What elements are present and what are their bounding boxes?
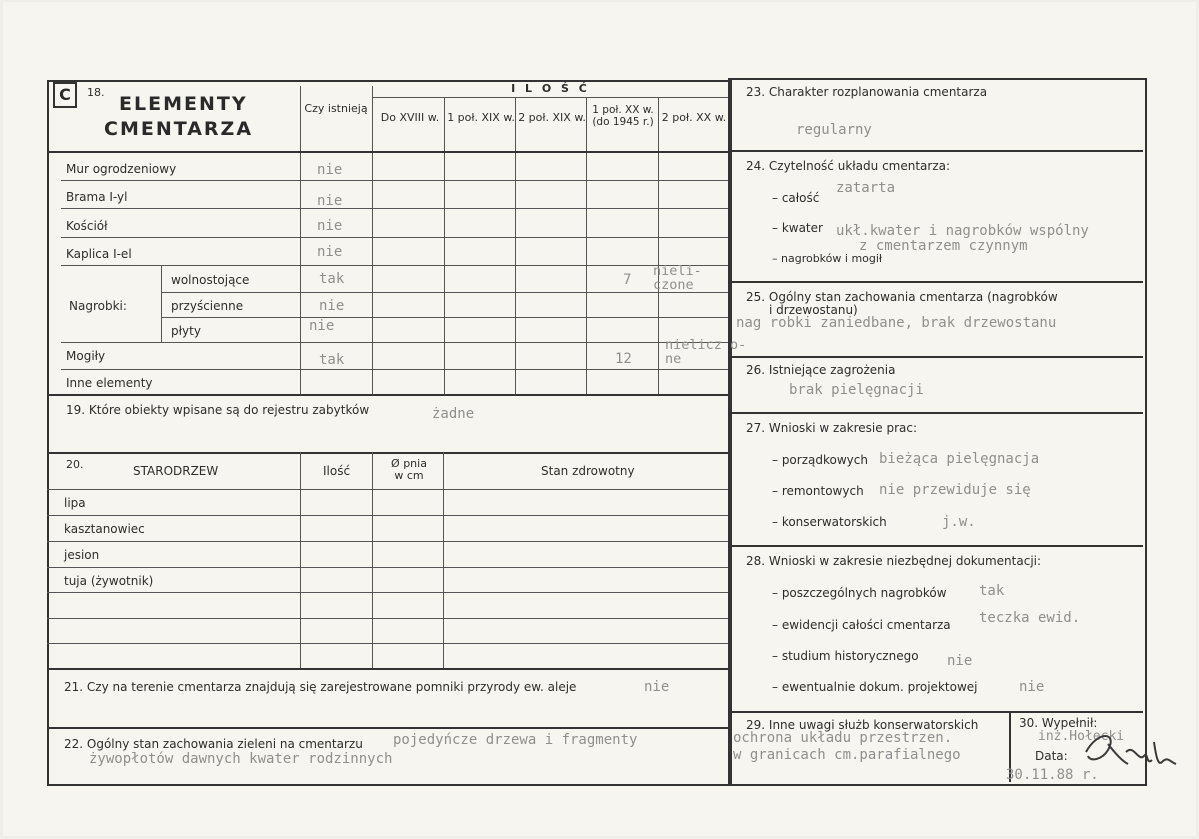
s26-label: 26. Istniejące zagrożenia [746,363,896,377]
row-exists-mur: nie [317,162,343,178]
mogily-label: Mogiły [66,349,106,363]
s18-title-line2: CMENTARZA [104,118,254,140]
s27-item2-value: nie przewiduje się [879,482,1031,498]
row-label-mur: Mur ogrodzeniowy [66,162,177,176]
record-card [3,2,1196,836]
tree-tuja: tuja (żywotnik) [64,574,154,588]
tree-jesion: jesion [64,548,100,562]
period-header-1: Do XVIII w. [380,111,440,124]
row-exists-kaplica: nie [317,244,343,260]
s27-item2-label: – remontowych [772,484,864,498]
s28-item2-value: teczka ewid. [979,610,1081,626]
form-code-box: C [53,82,77,108]
s26-value: brak pielęgnacji [789,382,924,398]
s20-number: 20. [66,458,84,471]
s25-label-line1: 25. Ogólny stan zachowania cmentarza (nagrobków [746,290,1058,304]
s29-label: 29. Inne uwagi służb konserwatorskich [746,718,979,732]
s24-label: 24. Czytelność układu cmentarza: [746,159,951,173]
period-header-5: 2 poł. XX w. [661,111,727,124]
s28-item1-label: – poszczególnych nagrobków [772,586,947,600]
inne-elementy-label: Inne elementy [66,376,153,390]
s29-value-line1: ochrona układu przestrzen. [733,730,953,746]
s18-number: 18. [87,86,105,99]
mogily-count: 12 [615,351,632,367]
s24-kwater-value-line1: ukł.kwater i nagrobków wspólny [836,223,1089,239]
mogily-note: nielicz o- ne [665,337,747,367]
s18-title-line1: ELEMENTY [119,93,248,115]
mogily-exists: tak [319,352,345,368]
s28-item3-value: nie [947,653,973,669]
s28-item2-label: – ewidencji całości cmentarza [772,618,951,632]
s21-value: nie [644,679,670,695]
row-label-kaplica: Kaplica I-el [66,247,132,261]
s24-kwater-value-line2: z cmentarzem czynnym [859,238,1028,254]
s30-date-label: Data: [1035,749,1068,763]
s20-diameter-header: Ø pnia w cm [391,457,427,482]
s24-nagrobkow-label: – nagrobków i mogił [772,252,883,265]
s24-calosc-label: – całość [772,191,820,205]
s30-date-value: 30.11.88 r. [1006,767,1099,783]
s18-exists-header: Czy istnieją [304,102,368,115]
row-label-brama: Brama I-yl [66,190,128,204]
s27-item1-label: – porządkowych [772,453,868,467]
s23-value: regularny [796,122,872,138]
s22-value-line1: pojedyńcze drzewa i fragmenty [393,732,638,748]
s23-label: 23. Charakter rozplanowania cmentarza [746,85,988,99]
nagrobki-label: Nagrobki: [69,299,127,313]
nagrobki-przyscienne-exists: nie [319,298,345,314]
s25-label-line2: i drzewostanu) [769,303,858,317]
s27-item3-label: – konserwatorskich [772,515,887,529]
s18-quantity-header: I L O Ś Ć [511,82,590,95]
s29-value-line2: w granicach cm.parafialnego [733,747,961,763]
s28-item3-label: – studium historycznego [772,649,919,663]
signature [1078,722,1188,782]
s20-title: STARODRZEW [133,464,219,478]
s22-label: 22. Ogólny stan zachowania zieleni na cmentarzu [64,737,363,751]
nagrobki-plyty-exists: nie [309,318,335,334]
nagrobki-wolnostojace-note: nieli- czone [653,263,702,293]
s27-item1-value: bieżąca pielęgnacja [879,451,1040,467]
nagrobki-przyscienne-label: przyścienne [171,299,244,313]
s20-health-header: Stan zdrowotny [541,464,635,478]
s28-item4-label: – ewentualnie dokum. projektowej [772,680,978,694]
s30-label: 30. Wypełnił: [1019,716,1098,730]
s25-value: nag robki zaniedbane, brak drzewostanu [736,315,1057,331]
tree-lipa: lipa [64,496,86,510]
s20-ilosc-header: Ilość [323,464,351,478]
s19-label: 19. Które obiekty wpisane są do rejestru zabytków [66,403,370,417]
nagrobki-plyty-label: płyty [171,324,201,338]
tree-kasztanowiec: kasztanowiec [64,522,145,536]
s28-item4-value: nie [1019,679,1045,695]
row-exists-brama: nie [317,193,343,209]
nagrobki-wolnostojace-count: 7 [623,272,632,288]
s19-value: żadne [432,406,475,422]
s24-calosc-value: zatarta [836,180,896,196]
nagrobki-wolnostojace-exists: tak [319,271,345,287]
s22-value-line2: żywopłotów dawnych kwater rodzinnych [89,751,393,767]
row-exists-kosciol: nie [317,218,343,234]
row-label-kosciol: Kościół [66,219,108,233]
s30-value: inż.Hołecki [1038,729,1125,744]
s24-kwater-label: – kwater [772,221,823,235]
period-header-3: 2 poł. XIX w. [518,111,586,124]
period-header-2: 1 poł. XIX w. [447,111,515,124]
s27-item3-value: j.w. [942,514,976,530]
s27-label: 27. Wnioski w zakresie prac: [746,421,918,435]
s21-label: 21. Czy na terenie cmentarza znajdują się zarejestrowane pomniki przyrody ew. aleje [64,680,577,694]
period-header-4: 1 poł. XX w. (do 1945 r.) [592,104,654,128]
s28-item1-value: tak [979,583,1005,599]
s28-label: 28. Wnioski w zakresie niezbędnej dokumentacji: [746,554,1042,568]
nagrobki-wolnostojace-label: wolnostojące [171,273,250,287]
